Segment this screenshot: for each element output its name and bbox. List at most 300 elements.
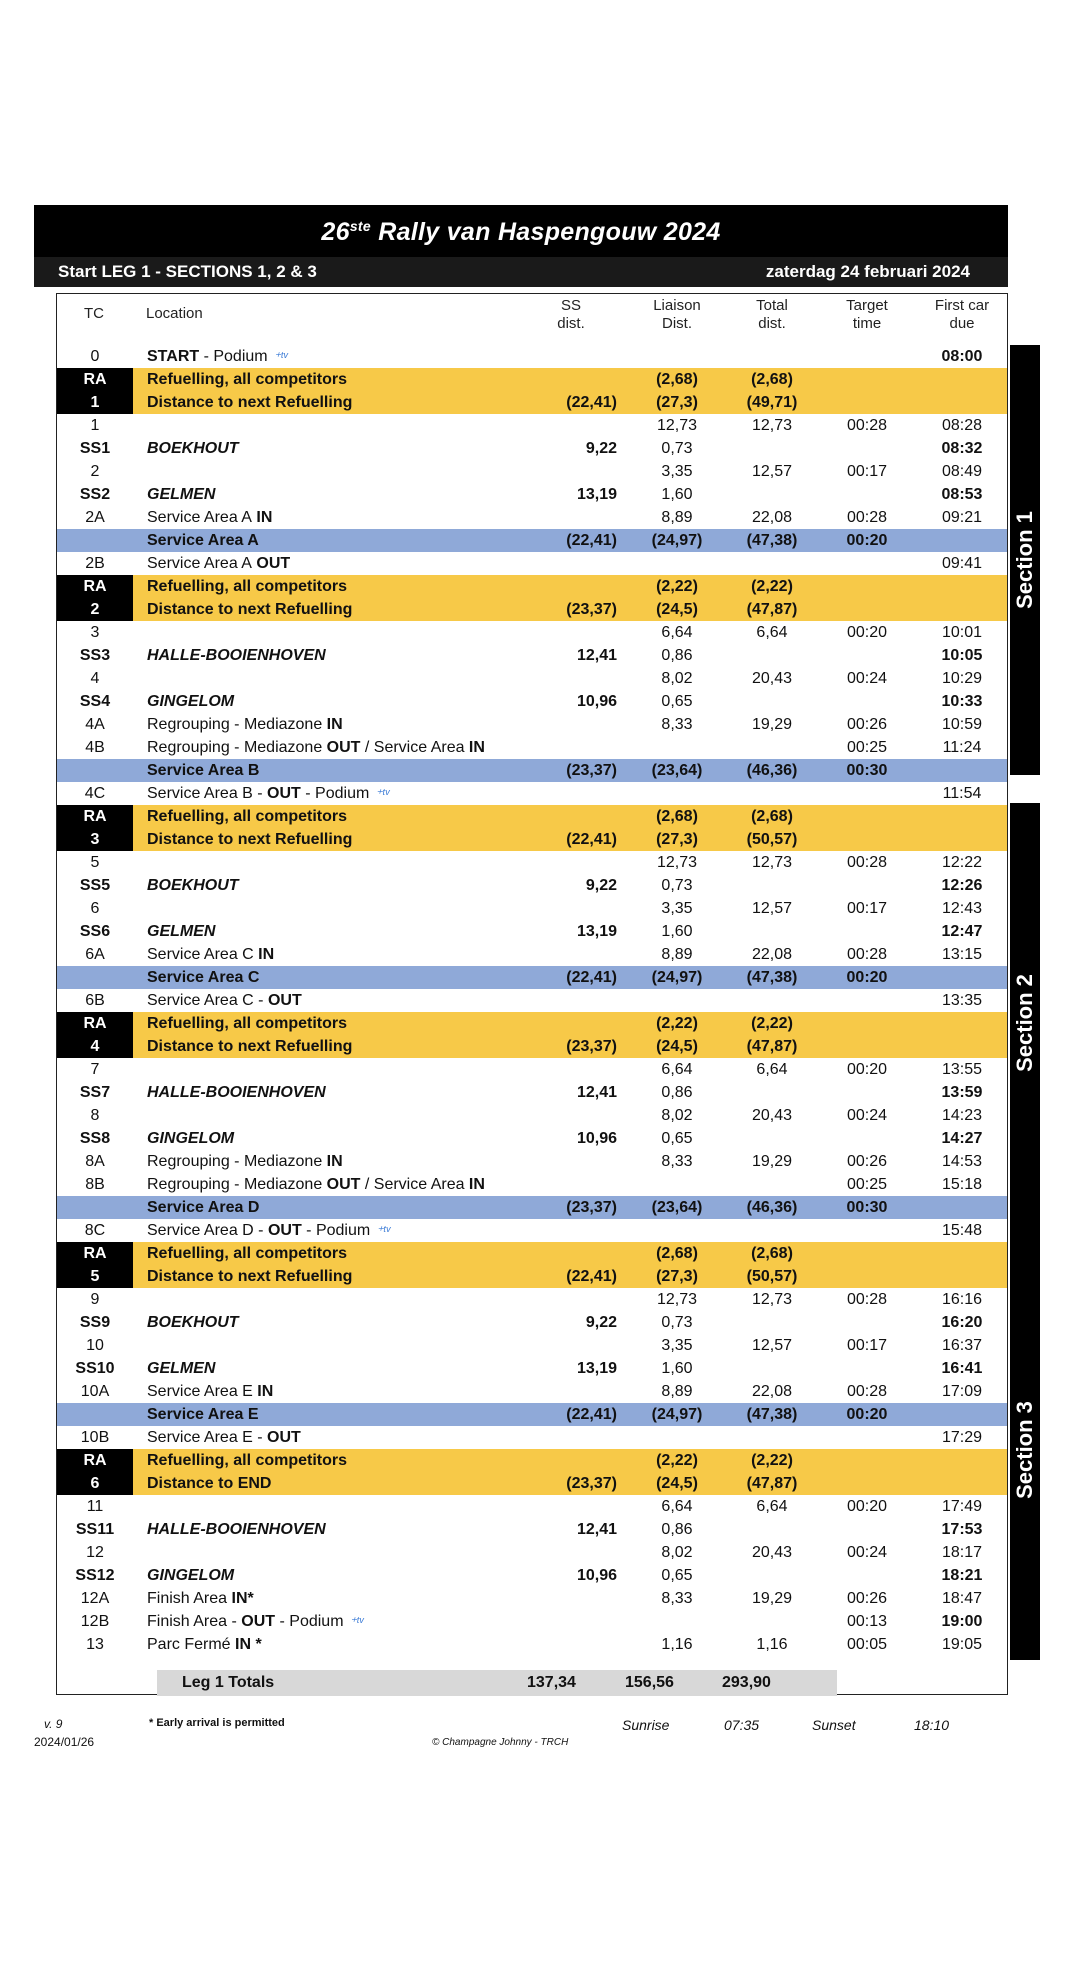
location-text: BOEKHOUT (147, 1314, 239, 1331)
table-row (57, 690, 1007, 713)
section-2-tab (1010, 803, 1040, 1243)
total-cell (727, 1518, 817, 1541)
liaison-cell: (27,3) (656, 1268, 698, 1285)
ss-dist-cell (417, 1012, 617, 1035)
first-car-cell: 08:49 (941, 463, 983, 480)
location-text: Distance to next Refuelling (147, 394, 353, 411)
location-cell (147, 966, 259, 989)
location-text: Distance to next Refuelling (147, 1038, 353, 1055)
location-cell (147, 1380, 273, 1403)
total-cell: 12,57 (751, 900, 793, 917)
location-inout: OUT (267, 1429, 301, 1446)
target-time-cell (822, 598, 912, 621)
first-car-cell: 10:29 (941, 670, 983, 687)
liaison-cell: 0,86 (661, 1084, 693, 1101)
table-row (57, 1150, 1007, 1173)
target-time-cell (822, 345, 912, 368)
liaison-cell: (27,3) (656, 831, 698, 848)
ss-dist-cell (417, 1104, 617, 1127)
ss-dist-cell: (22,41) (566, 969, 617, 986)
tc-cell: 8A (85, 1153, 105, 1170)
location-text: HALLE-BOOIENHOVEN (147, 1521, 326, 1538)
ss-dist-cell (417, 1150, 617, 1173)
location-inout: OUT (241, 1613, 276, 1630)
tc-cell: 5 (57, 1265, 133, 1288)
tc-cell: 12B (80, 1613, 110, 1630)
liaison-cell: (24,97) (651, 1406, 703, 1423)
ss-dist-cell: (23,37) (566, 1038, 617, 1055)
first-car-cell: 11:54 (942, 785, 982, 802)
table-row (57, 529, 1007, 552)
total-cell: 22,08 (751, 1383, 793, 1400)
ss-dist-cell (417, 1242, 617, 1265)
ss-dist-cell (417, 1334, 617, 1357)
location-text: Regrouping - Mediazone (147, 1176, 323, 1193)
first-car-cell: 09:21 (941, 509, 983, 526)
target-time-cell: 00:20 (846, 1498, 888, 1515)
liaison-cell: 3,35 (661, 1337, 693, 1354)
liaison-cell: (24,97) (651, 532, 703, 549)
col-tc: TC (84, 305, 104, 322)
total-cell (727, 1127, 817, 1150)
table-row (57, 1426, 1007, 1449)
ss-dist-cell: 10,96 (576, 693, 617, 710)
total-cell (727, 736, 817, 759)
col-target: Target time (846, 297, 888, 332)
target-time-cell: 00:28 (846, 854, 888, 871)
target-time-cell (822, 1242, 912, 1265)
location-cell (147, 598, 352, 621)
first-car-cell (917, 1449, 1007, 1472)
tc-cell: SS8 (79, 1130, 111, 1147)
location-cell (147, 1265, 352, 1288)
ss-dist-cell: 9,22 (585, 1314, 617, 1331)
location-cell (147, 1035, 352, 1058)
ss-dist-cell (417, 552, 617, 575)
table-row (57, 621, 1007, 644)
ss-dist-cell: (23,37) (566, 601, 617, 618)
target-time-cell: 00:28 (846, 509, 888, 526)
col-total: Total dist. (756, 297, 788, 332)
target-time-cell (822, 1081, 912, 1104)
target-time-cell: 00:20 (846, 969, 888, 986)
table-row (57, 1587, 1007, 1610)
tc-cell: 6A (85, 946, 105, 963)
ss-dist-cell (417, 782, 617, 805)
tc-cell: 0 (90, 348, 100, 365)
total-cell: 19,29 (751, 1153, 793, 1170)
location-inout: OUT (251, 555, 291, 572)
liaison-cell: 8,33 (661, 716, 693, 733)
target-time-cell (822, 874, 912, 897)
tc-cell (57, 759, 133, 782)
location-cell (147, 828, 352, 851)
first-car-cell: 13:15 (941, 946, 983, 963)
tc-cell (57, 966, 133, 989)
first-car-cell: 08:32 (941, 440, 983, 457)
tc-cell: RA (57, 368, 133, 391)
total-cell: (47,87) (746, 601, 798, 618)
tc-cell: 8B (85, 1176, 105, 1193)
first-car-cell: 19:00 (941, 1613, 983, 1630)
tc-cell: SS9 (79, 1314, 111, 1331)
table-row (57, 506, 1007, 529)
total-cell: (46,36) (746, 1199, 798, 1216)
liaison-cell (632, 736, 722, 759)
ss-dist-cell: 10,96 (576, 1567, 617, 1584)
total-cell: 6,64 (756, 1498, 788, 1515)
liaison-cell: 1,60 (661, 486, 693, 503)
liaison-cell: 8,33 (661, 1153, 693, 1170)
total-cell (727, 345, 817, 368)
total-cell (727, 1564, 817, 1587)
target-time-cell: 00:26 (846, 716, 888, 733)
section-1-label: Section 1 (1012, 511, 1037, 609)
totals-ss: 137,34 (527, 1674, 576, 1691)
location-cell (147, 1081, 326, 1104)
target-time-cell (822, 552, 912, 575)
location-cell (147, 1633, 262, 1656)
tc-cell: RA (57, 575, 133, 598)
table-row (57, 667, 1007, 690)
table-row (57, 437, 1007, 460)
ss-dist-cell (417, 506, 617, 529)
location-inout: IN (252, 1383, 274, 1400)
total-cell: (47,87) (746, 1038, 798, 1055)
first-car-cell (917, 575, 1007, 598)
table-row (57, 1495, 1007, 1518)
liaison-cell: (24,5) (656, 601, 698, 618)
location-text: Service Area A (147, 532, 259, 549)
target-time-cell (822, 1449, 912, 1472)
table-row (57, 345, 1007, 368)
location-text: HALLE-BOOIENHOVEN (147, 647, 326, 664)
location-cell (147, 943, 274, 966)
first-car-cell: 17:09 (941, 1383, 983, 1400)
location-text: Service Area C - (147, 992, 268, 1009)
ss-dist-cell: (22,41) (566, 1268, 617, 1285)
location-inout: IN (322, 716, 343, 733)
table-row (57, 1380, 1007, 1403)
total-cell (727, 1173, 817, 1196)
section-3-label: Section 3 (1012, 1401, 1037, 1499)
target-time-cell (822, 644, 912, 667)
location-inout: OUT (322, 1176, 361, 1193)
location-cell (147, 1357, 215, 1380)
total-cell: (2,68) (751, 1245, 793, 1262)
table-row (57, 1242, 1007, 1265)
table-row (57, 1081, 1007, 1104)
first-car-cell (917, 1472, 1007, 1495)
target-time-cell (822, 1219, 912, 1242)
tc-cell: RA (57, 805, 133, 828)
target-time-cell (822, 1518, 912, 1541)
liaison-cell: 8,02 (661, 670, 693, 687)
tc-cell: 9 (90, 1291, 100, 1308)
tc-cell: 12 (86, 1544, 104, 1561)
liaison-cell: (24,5) (656, 1475, 698, 1492)
location-cell (147, 1426, 301, 1449)
total-cell: (50,57) (746, 1268, 798, 1285)
total-cell: (46,36) (746, 762, 798, 779)
target-time-cell: 00:24 (846, 670, 888, 687)
first-car-cell (917, 598, 1007, 621)
ss-dist-cell (417, 1380, 617, 1403)
location-text: Refuelling, all competitors (147, 1015, 348, 1032)
tc-cell: 6B (85, 992, 105, 1009)
tc-cell: SS2 (79, 486, 111, 503)
liaison-cell: 8,89 (661, 946, 693, 963)
tc-cell: 4 (57, 1035, 133, 1058)
ss-dist-cell: (22,41) (566, 394, 617, 411)
target-time-cell: 00:13 (846, 1613, 888, 1630)
first-car-cell: 12:43 (941, 900, 983, 917)
total-cell: 19,29 (751, 1590, 793, 1607)
target-time-cell (822, 483, 912, 506)
total-cell: (2,22) (751, 1452, 793, 1469)
totals-row (157, 1670, 837, 1696)
location-cell (147, 1242, 347, 1265)
tc-cell: 3 (90, 624, 100, 641)
liaison-cell (632, 552, 722, 575)
ss-dist-cell (417, 1587, 617, 1610)
table-row (57, 644, 1007, 667)
first-car-cell (917, 1265, 1007, 1288)
ss-dist-cell (417, 897, 617, 920)
liaison-cell (632, 1173, 722, 1196)
first-car-cell: 10:59 (941, 716, 983, 733)
sub-header-bar (34, 257, 1008, 287)
location-text: Refuelling, all competitors (147, 578, 348, 595)
target-time-cell: 00:28 (846, 1383, 888, 1400)
table-row (57, 759, 1007, 782)
sunset-time: 18:10 (914, 1717, 950, 1733)
table-row (57, 805, 1007, 828)
first-car-cell (917, 759, 1007, 782)
location-extra: - Podium (275, 1613, 344, 1630)
ss-dist-cell (417, 736, 617, 759)
tc-cell: 5 (90, 854, 100, 871)
target-time-cell (822, 1311, 912, 1334)
location-cell (147, 1127, 234, 1150)
version: v. 9 (44, 1717, 63, 1731)
location-text: Refuelling, all competitors (147, 1245, 348, 1262)
first-car-cell: 17:53 (941, 1521, 983, 1538)
location-inout: OUT (267, 785, 301, 802)
table-row (57, 1449, 1007, 1472)
first-car-cell: 13:55 (941, 1061, 983, 1078)
ss-dist-cell: 9,22 (585, 440, 617, 457)
liaison-cell: 1,60 (661, 923, 693, 940)
ss-dist-cell (417, 414, 617, 437)
ss-dist-cell: 13,19 (576, 1360, 617, 1377)
tc-cell: SS1 (79, 440, 111, 457)
ss-dist-cell (417, 1219, 617, 1242)
total-cell (727, 1610, 817, 1633)
total-cell: (47,38) (746, 969, 798, 986)
ss-dist-cell (417, 460, 617, 483)
tc-cell: 6 (57, 1472, 133, 1495)
tc-cell: RA (57, 1449, 133, 1472)
tv-icon: ⁺ᵗᵛ (273, 349, 288, 364)
first-car-cell: 08:00 (941, 348, 983, 365)
first-car-cell: 14:23 (941, 1107, 983, 1124)
ss-dist-cell (417, 713, 617, 736)
location-cell (147, 759, 259, 782)
location-text: Service Area A (147, 509, 252, 526)
table-row (57, 1311, 1007, 1334)
ss-dist-cell: 13,19 (576, 486, 617, 503)
tc-cell: RA (57, 1242, 133, 1265)
location-cell (147, 805, 347, 828)
total-cell (727, 920, 817, 943)
table-row (57, 989, 1007, 1012)
liaison-cell (632, 1426, 722, 1449)
table-row (57, 1058, 1007, 1081)
first-car-cell: 10:01 (941, 624, 983, 641)
tc-cell: SS7 (79, 1084, 111, 1101)
table-row (57, 1403, 1007, 1426)
tc-cell: 11 (86, 1498, 104, 1515)
totals-total: 293,90 (722, 1674, 771, 1691)
location-text: Regrouping - Mediazone (147, 716, 323, 733)
table-row (57, 1633, 1007, 1656)
first-car-cell: 18:47 (941, 1590, 983, 1607)
table-row (57, 851, 1007, 874)
col-location: Location (146, 305, 203, 322)
location-cell (147, 782, 389, 805)
date-label: zaterdag 24 februari 2024 (765, 262, 970, 281)
first-car-cell (917, 1242, 1007, 1265)
liaison-cell (632, 345, 722, 368)
target-time-cell: 00:25 (846, 739, 888, 756)
location-text: Regrouping - Mediazone (147, 1153, 323, 1170)
total-cell: (49,71) (746, 394, 798, 411)
target-time-cell: 00:30 (846, 1199, 888, 1216)
location-cell (147, 345, 288, 368)
tc-cell: 4B (85, 739, 105, 756)
location-text: Service Area E - (147, 1429, 268, 1446)
target-time-cell (822, 1265, 912, 1288)
liaison-cell: 0,86 (661, 1521, 693, 1538)
total-cell: (2,22) (751, 1015, 793, 1032)
location-cell (147, 1012, 347, 1035)
ss-dist-cell: 13,19 (576, 923, 617, 940)
ss-dist-cell: (23,37) (566, 1199, 617, 1216)
total-cell: 12,57 (751, 1337, 793, 1354)
table-row (57, 782, 1007, 805)
first-car-cell: 18:17 (941, 1544, 983, 1561)
tc-cell: 4 (90, 670, 100, 687)
first-car-cell (917, 529, 1007, 552)
location-cell (147, 1311, 239, 1334)
location-extra: / Service Area (360, 739, 465, 756)
location-text: GINGELOM (147, 1567, 235, 1584)
location-extra: - Podium (301, 1222, 371, 1239)
location-cell (147, 1518, 326, 1541)
liaison-cell: (27,3) (656, 394, 698, 411)
location-text: Service Area A (147, 555, 252, 572)
liaison-cell: 0,65 (661, 1130, 693, 1147)
location-text: Refuelling, all competitors (147, 371, 348, 388)
location-cell (147, 1196, 259, 1219)
target-time-cell (822, 1035, 912, 1058)
target-time-cell (822, 1012, 912, 1035)
total-cell: 6,64 (756, 624, 788, 641)
total-cell (727, 483, 817, 506)
ss-dist-cell (417, 621, 617, 644)
first-car-cell: 17:29 (941, 1429, 983, 1446)
location-cell (147, 989, 302, 1012)
location-cell (147, 1564, 234, 1587)
table-row (57, 920, 1007, 943)
tv-icon: ⁺ᵗᵛ (376, 1223, 391, 1238)
liaison-cell: 6,64 (661, 1061, 693, 1078)
total-cell: 22,08 (751, 946, 793, 963)
location-cell (147, 644, 326, 667)
liaison-cell: 0,65 (661, 693, 693, 710)
location-text: Finish Area (147, 1590, 228, 1607)
location-text: Distance to next Refuelling (147, 831, 353, 848)
table-row (57, 1288, 1007, 1311)
first-car-cell: 11:24 (942, 739, 982, 756)
first-car-cell (917, 368, 1007, 391)
total-cell: 6,64 (756, 1061, 788, 1078)
first-car-cell: 14:53 (941, 1153, 983, 1170)
ss-dist-cell: (23,37) (566, 762, 617, 779)
table-row (57, 943, 1007, 966)
target-time-cell: 00:28 (846, 946, 888, 963)
tc-cell: 1 (57, 391, 133, 414)
target-time-cell: 00:25 (846, 1176, 888, 1193)
table-row (57, 575, 1007, 598)
location-text: Service Area E (147, 1383, 253, 1400)
total-cell (727, 874, 817, 897)
first-car-cell (917, 1196, 1007, 1219)
tc-cell: 12A (80, 1590, 110, 1607)
total-cell (727, 1219, 817, 1242)
target-time-cell (822, 920, 912, 943)
tv-icon: ⁺ᵗᵛ (349, 1614, 364, 1629)
sunset-label: Sunset (812, 1717, 856, 1733)
liaison-cell: 8,89 (661, 1383, 693, 1400)
location-cell (147, 1587, 254, 1610)
location-text: Distance to next Refuelling (147, 1268, 353, 1285)
col-first: First car due (934, 297, 990, 332)
tc-cell: 4C (84, 785, 106, 802)
liaison-cell: 6,64 (661, 1498, 693, 1515)
location-cell (147, 506, 272, 529)
liaison-cell: 0,73 (661, 440, 693, 457)
ss-dist-cell (417, 1058, 617, 1081)
total-cell: 22,08 (751, 509, 793, 526)
table-row (57, 1219, 1007, 1242)
tc-cell: SS6 (79, 923, 111, 940)
liaison-cell: (2,68) (656, 1245, 698, 1262)
title-prefix: 26 (321, 218, 350, 246)
target-time-cell: 00:24 (846, 1544, 888, 1561)
first-car-cell: 10:05 (941, 647, 983, 664)
ss-dist-cell (417, 1541, 617, 1564)
location-inout: OUT (267, 1222, 302, 1239)
ss-dist-cell (417, 667, 617, 690)
target-time-cell (822, 1426, 912, 1449)
sunrise-time: 07:35 (724, 1717, 760, 1733)
ss-dist-cell: 12,41 (576, 1084, 617, 1101)
first-car-cell (917, 805, 1007, 828)
target-time-cell (822, 437, 912, 460)
col-liaison: Liaison Dist. (653, 297, 701, 332)
